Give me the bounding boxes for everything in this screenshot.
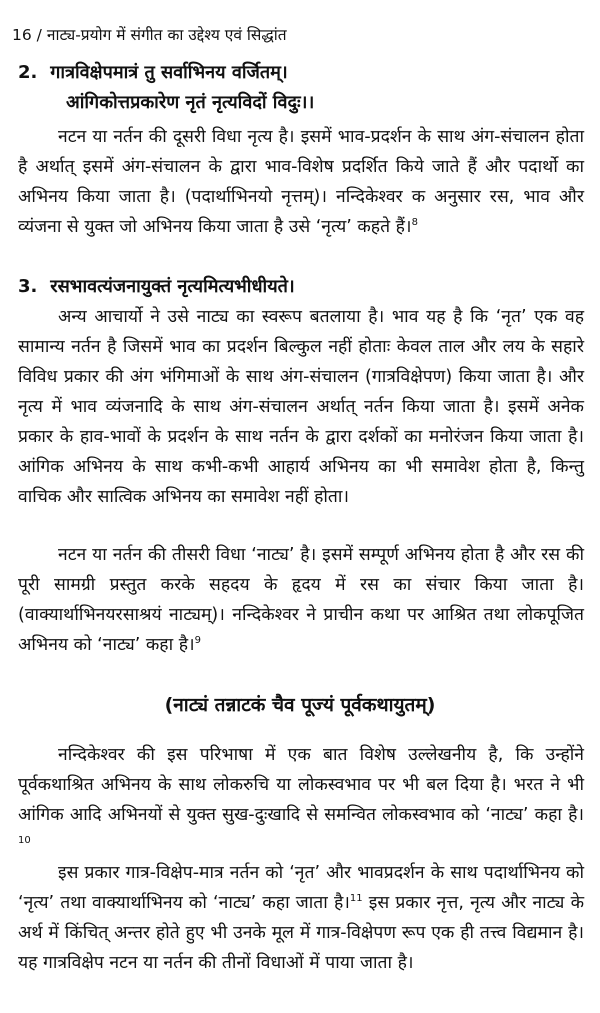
verse-2-number: 2. <box>18 62 38 83</box>
verse-2-line-1 <box>18 58 584 88</box>
verse-3-text-1: रसभावत्यंजनायुक्तं नृत्यमित्यभीधीयते। <box>50 276 295 297</box>
verse-2-line-2: आंगिकोत्तप्रकारेण नृतं नृत्यविदों विदुः।। <box>66 92 315 113</box>
paragraph-4 <box>18 740 584 860</box>
paragraph-5-body-b: इस प्रकार नृत्त, नृत्य और नाट्य के अर्थ में किंचित् अन्तर होते हुए भी उनके मूल में गात्र-विक्षेपण रूप एक ही तत्त्व विद्यमान है। यह गात्रविक्षेप नटन या नर्तन की तीनों विधाओं में पाया जाता है। <box>18 893 585 973</box>
footnote-ref-8: 8 <box>411 217 418 229</box>
verse-2-text-1: गात्रविक्षेपमात्रं तु सर्वाभिनय वर्जितम्। <box>50 62 288 83</box>
verse-3-line-1 <box>18 272 584 302</box>
paragraph-2 <box>18 302 584 512</box>
paragraph-1-text <box>18 122 584 242</box>
footnote-ref-10: 10 <box>18 835 31 847</box>
paragraph-2-text: अन्य आचार्यो ने उसे नाट्य का स्वरूप बतलाया है। भाव यह है कि ‘नृत’ एक वह सामान्य नर्तन है जिसमें भाव का प्रदर्शन बिल्कुल नहीं होताः केवल ताल और लय के सहारे विविध प्रकार की अंग भंगिमाओं के साथ अंग-संचालन (गात्रविक्षेपण) किया जाता है। और नृत्य में भाव व्यंजनादि के साथ अंग-संचालन अर्थात् नर्तन किया जाता है। इसमें अनेक प्रकार के हाव-भावों के प्रदर्शन के साथ नर्तन के द्वारा दर्शकों का मनोरंजन किया जाता है। आंगिक अभिनय के साथ कभी-कभी आहार्य अभिनय का भी समावेश होता है, किन्तु वाचिक और सात्विक अभिनय का समावेश नहीं होता। <box>18 307 584 507</box>
footnote-ref-9: 9 <box>194 635 201 647</box>
chapter-title: नाट्य-प्रयोग में संगीत का उद्देश्य एवं सिद्धांत <box>46 26 287 44</box>
paragraph-5-text <box>18 858 584 978</box>
paragraph-1 <box>18 122 584 242</box>
footnote-ref-11: 11 <box>349 893 363 905</box>
page-number: 16 <box>12 26 32 44</box>
header-separator: / <box>36 26 42 44</box>
paragraph-3-text <box>18 540 584 660</box>
verse-2 <box>18 58 584 118</box>
paragraph-4-text <box>18 740 584 860</box>
centered-verse: (नाट्यं तन्नाटकं चैव पूज्यं पूर्वकथायुतम्) <box>164 694 436 716</box>
verse-3 <box>18 272 584 302</box>
paragraph-3-body: नटन या नर्तन की तीसरी विधा ‘नाट्य’ है। इसमें सम्पूर्ण अभिनय होता है और रस की पूरी सामग्री प्रस्तुत करके सहदय के हृदय में रस का संचार किया जाता है। (वाक्यार्थाभिनयरसाश्रयं नाट्यम्)। नन्दिकेश्वर ने प्राचीन कथा पर आश्रित तथा लोकपूजित अभिनय को ‘नाट्य’ कहा है। <box>18 545 584 655</box>
paragraph-4-body: नन्दिकेश्वर की इस परिभाषा में एक बात विशेष उल्लेखनीय है, कि उन्होंने पूर्वकथाश्रित अभिनय के साथ लोकरुचि या लोकस्वभाव पर भी बल दिया है। भरत ने भी आंगिक आदि अभिनयों से युक्त सुख-दुःखादि से समन्वित लोकस्वभाव को ‘नाट्य’ कहा है। <box>18 745 584 825</box>
paragraph-1-body: नटन या नर्तन की दूसरी विधा नृत्य है। इसमें भाव-प्रदर्शन के साथ अंग-संचालन होता है अर्थात् इसमें अंग-संचालन के द्वारा भाव-विशेष प्रदर्शित किये जाते हैं और पदार्थो का अभिनय किया जाता है। (पदार्थाभिनयो नृत्तम्)। नन्दिकेश्वर क अनुसार रस, भाव और व्यंजना से युक्त जो अभिनय किया जाता है उसे ‘नृत्य’ कहते हैं। <box>18 127 584 237</box>
paragraph-5 <box>18 858 584 978</box>
paragraph-3 <box>18 540 584 660</box>
running-header <box>12 24 572 46</box>
verse-3-number: 3. <box>18 276 38 297</box>
paragraph-5-body-a: इस प्रकार गात्र-विक्षेप-मात्र नर्तन को ‘नृत’ और भावप्रदर्शन के साथ पदार्थाभिनय को ‘नृत्य’ तथा वाक्यार्थाभिनय को ‘नाट्य’ कहा जाता है। <box>18 863 584 913</box>
